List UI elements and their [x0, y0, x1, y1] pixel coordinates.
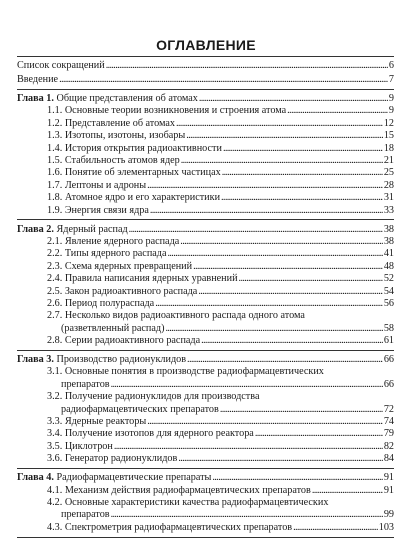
section-number: 3.5.: [47, 440, 63, 452]
page-number: 15: [383, 130, 394, 142]
toc-section-entry[interactable]: [47, 205, 394, 217]
section-number: 1.9.: [47, 204, 63, 216]
section-title: Понятие об элементарных частицах: [64, 167, 221, 179]
toc-chapter-entry-text: [17, 472, 211, 484]
divider: [17, 468, 394, 469]
section-number: 1.3.: [47, 130, 63, 142]
chapter-number: 2.: [46, 223, 54, 235]
toc-section-entry-text: [47, 416, 146, 428]
toc-section-entry-text: [47, 428, 254, 440]
section-title: Атомное ядро и его характеристики: [64, 192, 221, 204]
page-number: 56: [383, 297, 394, 309]
page-number: 66: [383, 378, 394, 390]
toc-section-entry[interactable]: [47, 335, 394, 347]
page-number: 33: [383, 204, 394, 216]
chapter-number: 4.: [46, 472, 54, 484]
toc-entry-title: Введение: [17, 73, 59, 85]
page-number: 58: [383, 322, 394, 334]
page-number: 99: [383, 509, 394, 521]
toc-front-entry[interactable]: [17, 74, 394, 86]
dot-leader: [222, 167, 383, 179]
dot-leader: [111, 379, 383, 391]
section-number: 1.5.: [47, 155, 63, 166]
toc-section-entry-end[interactable]: [61, 509, 394, 521]
dot-leader: [212, 472, 382, 484]
toc-chapter-entry-text: [17, 224, 128, 236]
page-number: 28: [383, 179, 394, 191]
page-number: 74: [383, 416, 394, 427]
page-number: 91: [383, 472, 394, 484]
chapter-title: Общие представления об атомах: [56, 93, 198, 104]
page-number: 41: [383, 248, 394, 260]
section-title: Получение радионуклидов для производства: [64, 391, 260, 403]
section-title-continuation: (разветвленный распад): [61, 322, 165, 334]
section-number: 2.6.: [47, 297, 63, 309]
page-number: 7: [388, 73, 394, 85]
toc-section-entry-text: [47, 286, 197, 298]
toc-section-entry[interactable]: [47, 286, 394, 298]
section-title: Спектрометрия радиофармацевтических препаратов: [64, 521, 293, 533]
page-number: 21: [383, 155, 394, 166]
dot-leader: [176, 118, 383, 130]
section-number: 2.8.: [47, 335, 63, 347]
toc-front-entry-text: [17, 60, 105, 72]
section-title-continuation: радиофармацевтических препаратов: [61, 403, 219, 415]
toc-section-entry-end-text: [61, 404, 219, 416]
page-number: 66: [383, 354, 394, 365]
section-number: 2.3.: [47, 260, 63, 272]
divider: [17, 350, 394, 351]
toc-section-entry-text: [47, 192, 220, 204]
toc-front-entry[interactable]: [17, 60, 394, 72]
section-number: 1.6.: [47, 167, 63, 179]
toc-section-entry[interactable]: [47, 310, 305, 322]
section-title-continuation: препаратов: [61, 378, 110, 390]
section-title: Лептоны и адроны: [64, 179, 147, 191]
chapter-number: 1.: [46, 93, 54, 104]
chapter-title: Ядерный распад: [56, 223, 128, 235]
section-title: Стабильность атомов ядер: [64, 155, 180, 166]
section-title: Несколько видов радиоактивного распада одного атома: [64, 310, 305, 322]
toc-section-entry[interactable]: [47, 441, 394, 453]
toc-chapter-entry[interactable]: [17, 354, 394, 366]
toc-section-entry-text: [47, 205, 149, 217]
section-number: 4.3.: [47, 521, 63, 533]
page-number: 9: [388, 105, 394, 117]
page-number: 48: [383, 260, 394, 272]
section-number: 2.1.: [47, 235, 63, 247]
page-number: 6: [388, 60, 394, 71]
toc-section-entry[interactable]: [47, 522, 394, 534]
page-number: 79: [383, 428, 394, 440]
toc-section-entry-text: [47, 155, 180, 167]
section-number: 3.3.: [47, 416, 63, 427]
section-number: 1.8.: [47, 192, 63, 204]
section-number: 2.4.: [47, 273, 63, 285]
toc-entry-title: Список сокращений: [17, 60, 105, 71]
page-number: 31: [383, 192, 394, 204]
toc-section-entry[interactable]: [47, 118, 394, 130]
dot-leader: [255, 428, 383, 440]
toc-section-entry[interactable]: [47, 105, 394, 117]
section-title: Ядерные реакторы: [64, 416, 147, 427]
section-number: 2.5.: [47, 285, 63, 297]
page-title: ОГЛАВЛЕНИЕ: [156, 37, 256, 53]
section-title: Закон радиоактивного распада: [64, 285, 198, 297]
section-title: Схема ядерных превращений: [64, 260, 193, 272]
page-number: 84: [383, 453, 394, 465]
dot-leader: [168, 248, 383, 260]
section-number: 4.1.: [47, 484, 63, 496]
toc-section-entry-text: [47, 485, 311, 497]
toc-section-entry[interactable]: [47, 261, 394, 273]
toc-section-entry[interactable]: [47, 453, 394, 465]
toc-section-entry-text: [47, 441, 113, 453]
toc-section-entry[interactable]: [47, 273, 394, 285]
toc-section-entry[interactable]: [47, 236, 394, 248]
dot-leader: [199, 93, 388, 105]
dot-leader: [239, 273, 383, 285]
section-title: Представление об атомах: [64, 117, 176, 129]
dot-leader: [181, 155, 383, 167]
dot-leader: [220, 404, 383, 416]
toc-section-entry[interactable]: [47, 391, 259, 403]
toc-section-entry-end[interactable]: [61, 379, 394, 391]
toc-section-entry[interactable]: [47, 167, 394, 179]
section-title-continuation: препаратов: [61, 509, 110, 521]
section-title: Механизм действия радиофармацевтических препаратов: [64, 484, 311, 496]
toc-section-entry-text: [47, 118, 175, 130]
toc-chapter-entry-text: [17, 354, 186, 366]
dot-leader: [155, 298, 383, 310]
section-title: Основные характеристики качества радиофармацевтических: [64, 496, 329, 508]
toc-section-entry-text: [47, 453, 177, 465]
toc-section-entry[interactable]: [47, 248, 394, 260]
toc-section-entry[interactable]: [47, 298, 394, 310]
toc-front-entry-text: [17, 74, 58, 86]
dot-leader: [287, 105, 388, 117]
page-number: 103: [378, 521, 394, 533]
section-number: 1.7.: [47, 179, 63, 191]
chapter-number: 3.: [46, 354, 54, 365]
toc-section-entry-text: [47, 273, 238, 285]
toc-section-entry-end-text: [61, 323, 164, 335]
toc-chapter-entry-text: [17, 93, 198, 105]
dot-leader: [186, 130, 383, 142]
dot-leader: [147, 416, 383, 428]
chapter-label: Глава: [17, 93, 44, 104]
dot-leader: [165, 323, 382, 335]
dot-leader: [106, 60, 388, 72]
dot-leader: [198, 286, 383, 298]
toc-section-entry-text: [47, 130, 185, 142]
dot-leader: [180, 236, 383, 248]
section-title: Генератор радионуклидов: [64, 453, 178, 465]
divider: [17, 219, 394, 220]
toc-section-entry[interactable]: [47, 180, 394, 192]
dot-leader: [114, 441, 383, 453]
section-number: 1.1.: [47, 105, 63, 117]
toc-section-entry-end[interactable]: [61, 323, 394, 335]
section-title: Правила написания ядерных уравнений: [64, 273, 238, 285]
toc-section-entry[interactable]: [47, 143, 394, 155]
chapter-title: Производство радионуклидов: [56, 354, 187, 365]
toc-section-entry[interactable]: [47, 416, 394, 428]
page-number: 38: [383, 235, 394, 247]
toc-section-entry-text: [47, 298, 154, 310]
toc-section-entry-text: [47, 236, 179, 248]
toc-section-entry-text: [47, 167, 221, 179]
toc-section-entry-text: [47, 522, 292, 534]
section-title: Явление ядерного распада: [64, 235, 180, 247]
toc-section-entry-end-text: [61, 509, 110, 521]
page-number: 72: [383, 403, 394, 415]
page-number: 25: [383, 167, 394, 179]
dot-leader: [187, 354, 383, 366]
chapter-label: Глава: [17, 223, 44, 235]
section-number: 3.2.: [47, 391, 63, 403]
toc-chapter-entry[interactable]: [17, 93, 394, 105]
dot-leader: [312, 485, 383, 497]
section-title: Основные теории возникновения и строения атома: [64, 105, 287, 117]
section-title: Изотопы, изотоны, изобары: [64, 130, 186, 142]
toc-section-entry[interactable]: [47, 155, 394, 167]
page-number: 18: [383, 142, 394, 154]
page-number: 54: [383, 285, 394, 297]
page-number: 12: [383, 117, 394, 129]
dot-leader: [193, 261, 383, 273]
page-number: 91: [383, 484, 394, 496]
toc-section-entry[interactable]: [47, 130, 394, 142]
toc-section-entry-text: [47, 335, 200, 347]
dot-leader: [129, 224, 383, 236]
section-number: 1.4.: [47, 142, 63, 154]
page-number: 9: [388, 93, 394, 104]
divider: [17, 56, 394, 57]
dot-leader: [150, 205, 383, 217]
toc-section-entry-end-text: [61, 379, 110, 391]
dot-leader: [201, 335, 383, 347]
section-title: Получение изотопов для ядерного реактора: [64, 428, 254, 440]
section-title: Период полураспада: [64, 297, 155, 309]
section-title: Основные понятия в производстве радиофармацевтических: [64, 366, 324, 378]
section-number: 3.4.: [47, 428, 63, 440]
toc-section-entry-text: [47, 261, 192, 273]
toc-section-entry-text: [47, 143, 222, 155]
section-number: 2.7.: [47, 310, 63, 322]
page-number: 61: [383, 335, 394, 347]
dot-leader: [111, 509, 383, 521]
dot-leader: [147, 180, 383, 192]
toc-chapter-entry[interactable]: [17, 472, 394, 484]
toc-section-entry-text: [47, 105, 286, 117]
toc-section-entry-end[interactable]: [61, 404, 394, 416]
chapter-label: Глава: [17, 472, 44, 484]
section-title: Типы ядерного распада: [64, 248, 167, 260]
section-number: 3.6.: [47, 453, 63, 465]
dot-leader: [223, 143, 383, 155]
page-number: 52: [383, 273, 394, 285]
divider: [17, 537, 394, 538]
dot-leader: [293, 522, 378, 534]
chapter-label: Глава: [17, 354, 44, 365]
chapter-title: Радиофармацевтические препараты: [56, 472, 212, 484]
dot-leader: [178, 453, 383, 465]
page-number: 38: [383, 223, 394, 235]
toc-section-entry[interactable]: [47, 192, 394, 204]
divider: [17, 89, 394, 90]
page-number: 82: [383, 440, 394, 452]
section-title: Циклотрон: [64, 440, 113, 452]
section-number: 3.1.: [47, 366, 63, 378]
toc-section-entry[interactable]: [47, 428, 394, 440]
section-title: История открытия радиоактивности: [64, 142, 222, 154]
toc-section-entry-text: [47, 248, 167, 260]
section-number: 2.2.: [47, 248, 63, 260]
section-number: 4.2.: [47, 496, 63, 508]
section-title: Энергия связи ядра: [64, 204, 149, 216]
toc-section-entry[interactable]: [47, 497, 328, 509]
toc-chapter-entry[interactable]: [17, 224, 394, 236]
toc-section-entry[interactable]: [47, 366, 324, 378]
toc-section-entry-text: [47, 180, 146, 192]
dot-leader: [221, 192, 383, 204]
section-number: 1.2.: [47, 117, 63, 129]
section-title: Серии радиоактивного распада: [64, 335, 201, 347]
toc-section-entry[interactable]: [47, 485, 394, 497]
dot-leader: [59, 74, 388, 86]
